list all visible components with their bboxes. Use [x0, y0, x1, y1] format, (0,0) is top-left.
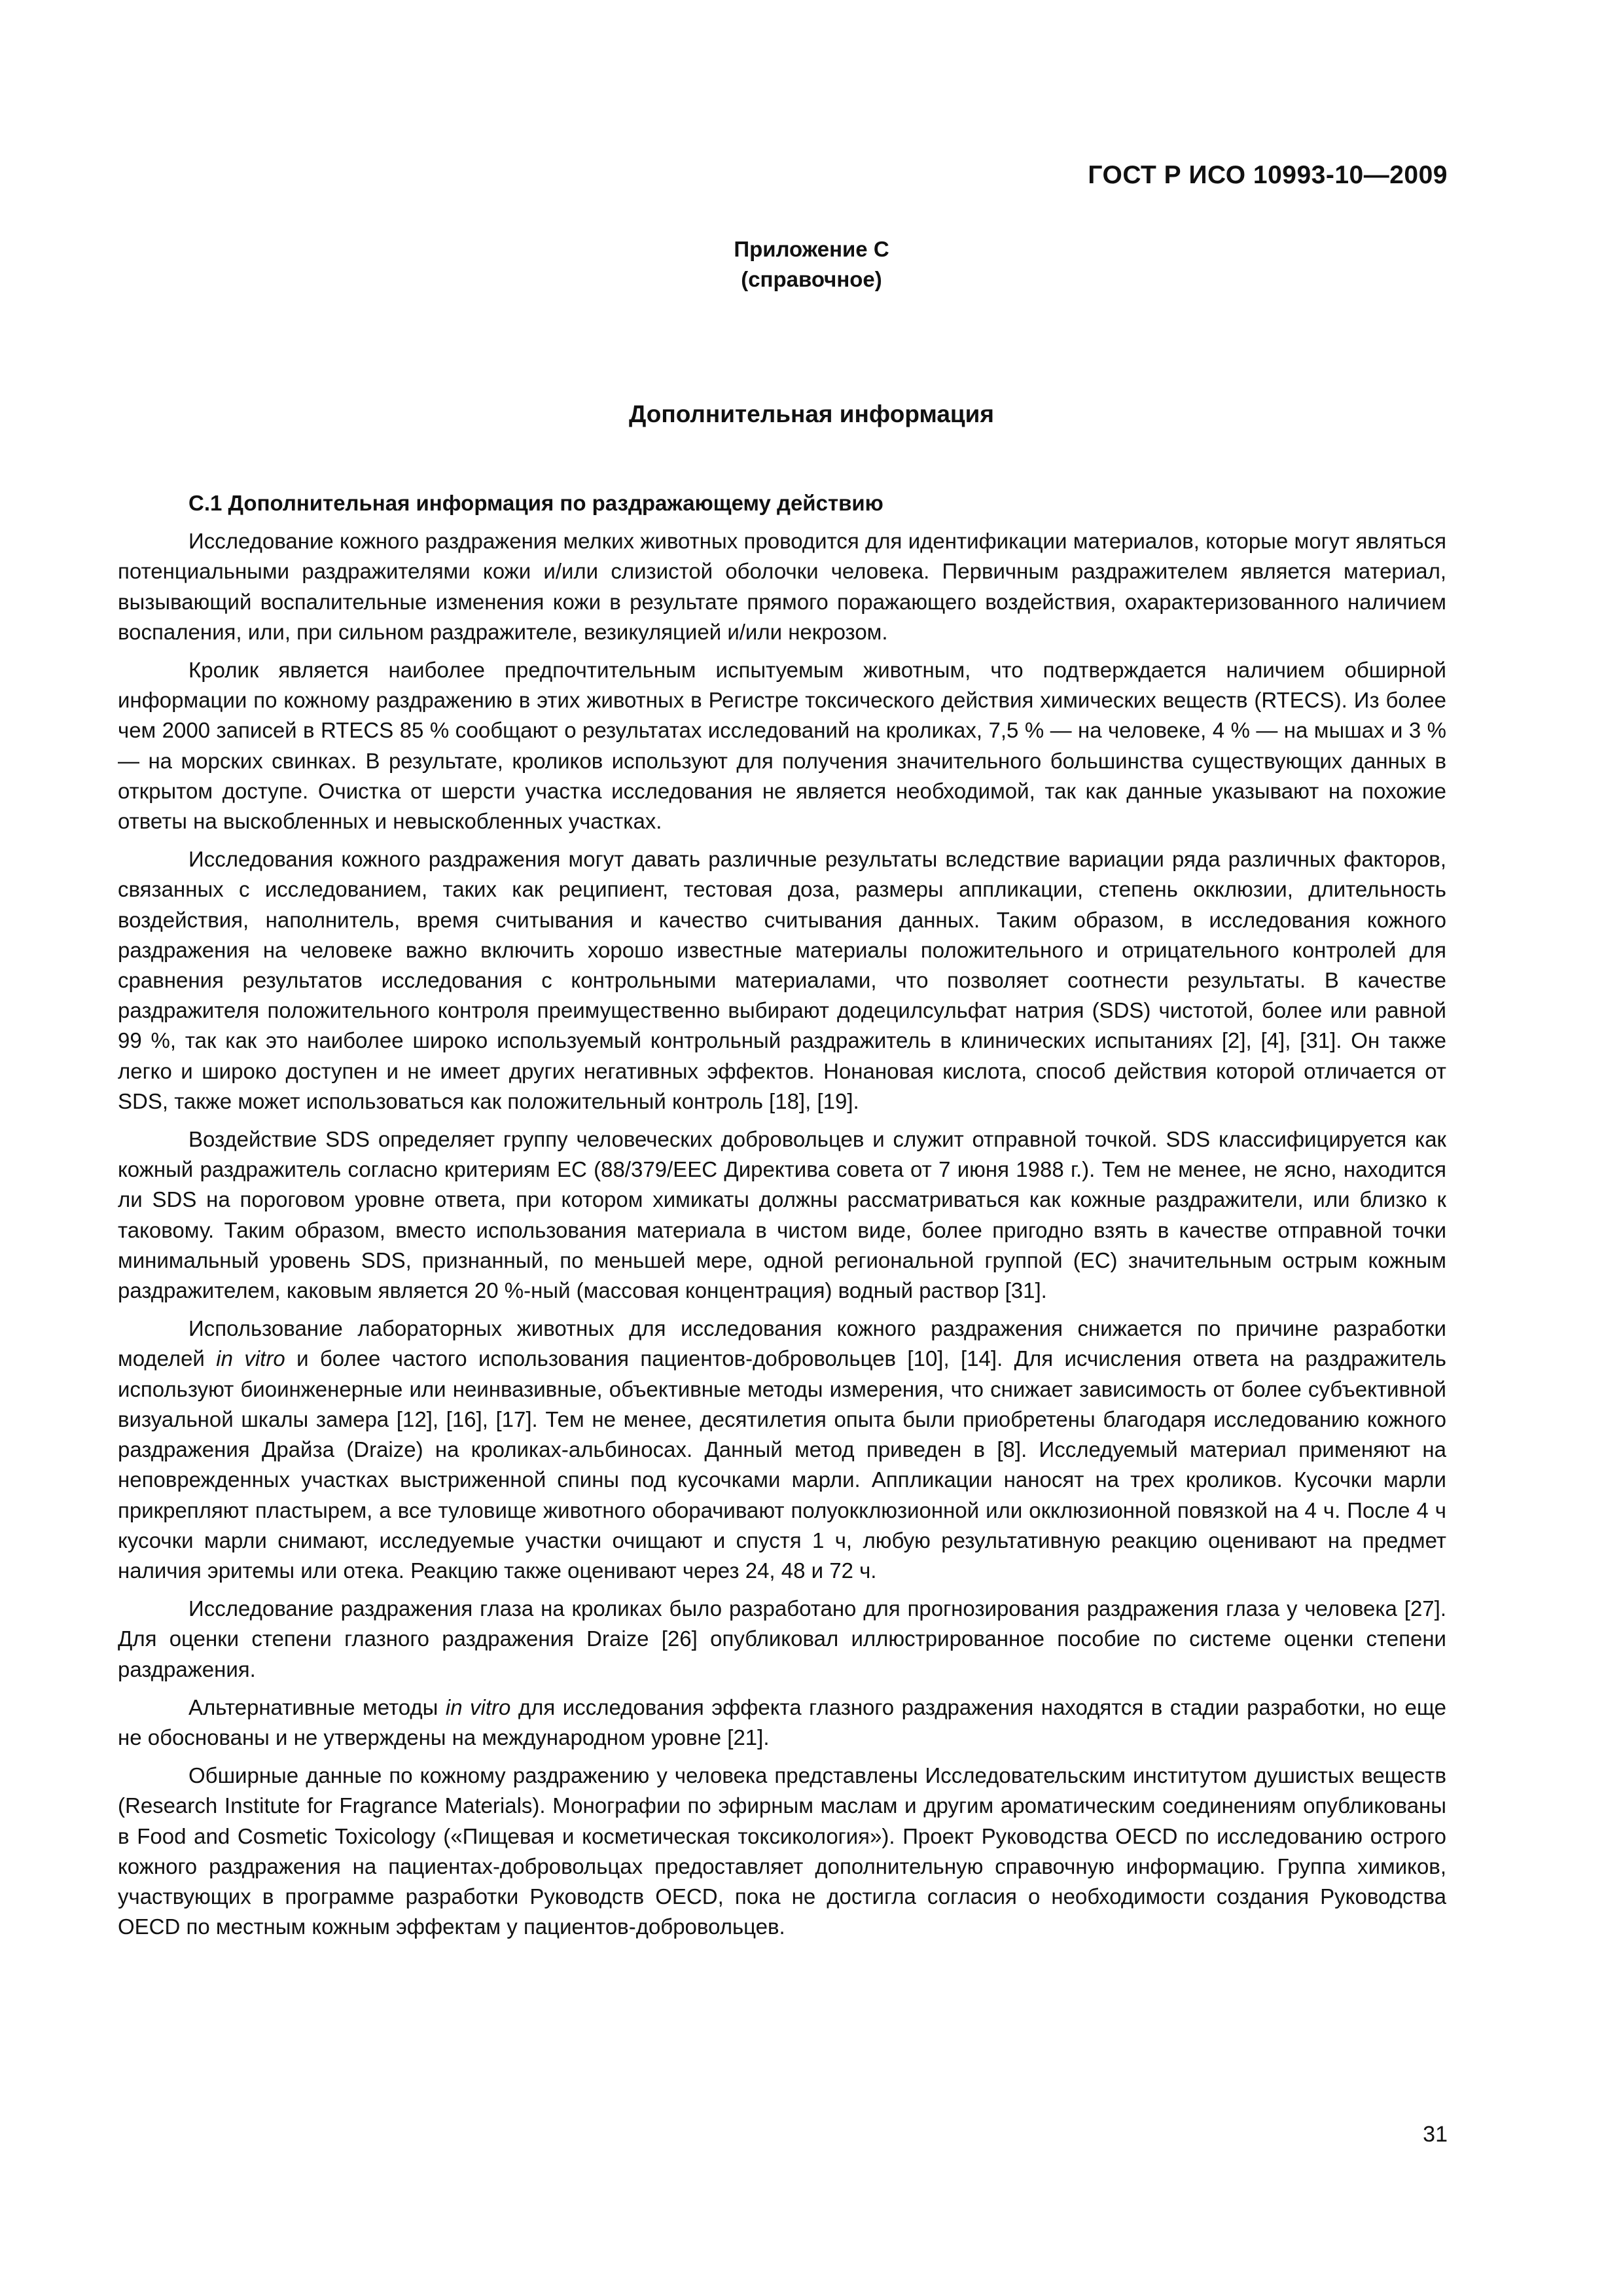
annex-status: (справочное)	[741, 267, 882, 291]
italic-term: in vitro	[445, 1695, 511, 1719]
paragraph	[118, 1693, 1446, 1753]
paragraph-text: Использование лабораторных животных для исследования кожного раздражения снижается по причине разработки моделей	[118, 1316, 1446, 1371]
paragraph-text: Альтернативные методы	[188, 1695, 446, 1719]
document-code: ГОСТ Р ИСО 10993-10—2009	[1088, 161, 1448, 189]
paragraph: Исследование кожного раздражения мелких животных проводится для идентификации материалов, которые могут являться потенциальными раздражителями кожи и/или слизистой оболочки человека. Первичным раздражителем является материал, вызывающий воспалительные изменения кожи в результате прямого поражающего воздействия, охарактеризованного наличием воспаления, или, при сильном раздражителе, везикуляцией и/или некрозом.	[118, 529, 1446, 644]
paragraph: Воздействие SDS определяет группу человеческих добровольцев и служит отправной точкой. SDS классифицируется как кожный раздражитель согласно критериям ЕС (88/379/EEC Директива совета от 7 июня 1988 г.). Тем не менее, не ясно, находится ли SDS на пороговом уровне ответа, при котором химикаты должны рассматриваться как кожные раздражители, или близко к таковому. Таким образом, вместо использования материала в чистом виде, более пригодно взять в качестве отправной точки минимальный уровень SDS, признанный, по меньшей мере, одной региональной группой (ЕС) значительным острым кожным раздражителем, каковым является 20 %-ный (массовая концентрация) водный раствор [31].	[118, 1127, 1446, 1303]
paragraph: Исследования кожного раздражения могут давать различные результаты вследствие вариации ряда различных факторов, связанных с исследованием, таких как реципиент, тестовая доза, размеры аппликации, степень окклюзии, длительность воздействия, наполнитель, время считывания и качество считывания данных. Таким образом, в исследования кожного раздражения на человеке важно включить хорошо известные материалы положительного и отрицательного контролей для сравнения результатов исследования с контрольными материалами, что позволяет соотнести результаты. В качестве раздражителя положительного контроля преимущественно выбирают додецилсульфат натрия (SDS) чистотой, более или равной 99 %, так как это наиболее широко используемый контрольный раздражитель в клинических испытаниях [2], [4], [31]. Он также легко и широко доступен и не имеет других негативных эффектов. Нонановая кислота, способ действия которой отличается от SDS, также может использоваться как положительный контроль [18], [19].	[118, 847, 1446, 1113]
annex-block	[0, 234, 1623, 295]
paragraph	[118, 1314, 1446, 1586]
annex-label: Приложение С	[734, 237, 889, 261]
section-heading: С.1 Дополнительная информация по раздражающему действию	[188, 491, 883, 515]
paragraph: Кролик является наиболее предпочтительным испытуемым животным, что подтверждается наличием обширной информации по кожному раздражению в этих животных в Регистре токсического действия химических веществ (RTECS). Из более чем 2000 записей в RTECS 85 % сообщают о результатах исследований на кроликах, 7,5 % — на человеке, 4 % — на мышах и 3 % — на морских свинках. В результате, кроликов используют для получения значительного большинства существующих данных в открытом доступе. Очистка от шерсти участка исследования не является необходимой, так как данные указывают на похожие ответы на выскобленных и невыскобленных участках.	[118, 658, 1446, 834]
paragraph-text: и более частого использования пациентов-добровольцев [10], [14]. Для исчисления ответа на раздражитель используют биоинженерные или неинвазивные, объективные методы измерения, что снижает зависимость от более субъективной визуальной шкалы замера [12], [16], [17]. Тем не менее, десятилетия опыта были приобретены благодаря исследованию кожного раздражения Драйза (Draize) на кроликах-альбиносах. Данный метод приведен в [8]. Исследуемый материал применяют на неповрежденных участках выстриженной спины под кусочками марли. Аппликации наносят на трех кроликов. Кусочки марли прикрепляют пластырем, а все туловище животного оборачивают полуокклюзионной или окклюзионной повязкой на 4 ч. После 4 ч кусочки марли снимают, исследуемые участки очищают и спустя 1 ч, любую результативную реакцию оценивают на предмет наличия эритемы или отека. Реакцию также оценивают через 24, 48 и 72 ч.	[118, 1346, 1446, 1583]
paragraph: Обширные данные по кожному раздражению у человека представлены Исследовательским институтом душистых веществ (Research Institute for Fragrance Materials). Монографии по эфирным маслам и другим ароматическим соединениям опубликованы в Food and Cosmetic Toxicology («Пищевая и косметическая токсикология»). Проект Руководства OECD по исследованию острого кожного раздражения на пациентах-добровольцах предоставляет дополнительную справочную информацию. Группа химиков, участвующих в программе разработки Руководств OECD, пока не достигла согласия о необходимости создания Руководства OECD по местным кожным эффектам у пациентов-добровольцев.	[118, 1763, 1446, 1939]
paragraph-text: для исследования эффекта глазного раздражения находятся в стадии разработки, но еще не обоснованы и не утверждены на международном уровне [21].	[118, 1695, 1446, 1749]
paragraph: Исследование раздражения глаза на кроликах было разработано для прогнозирования раздражения глаза у человека [27]. Для оценки степени глазного раздражения Draize [26] опубликовал иллюстрированное пособие по системе оценки степени раздражения.	[118, 1596, 1446, 1681]
annex-title: Дополнительная информация	[628, 401, 995, 427]
page-number: 31	[1423, 2122, 1448, 2147]
section-body	[118, 488, 1446, 1942]
italic-term: in vitro	[216, 1346, 285, 1371]
